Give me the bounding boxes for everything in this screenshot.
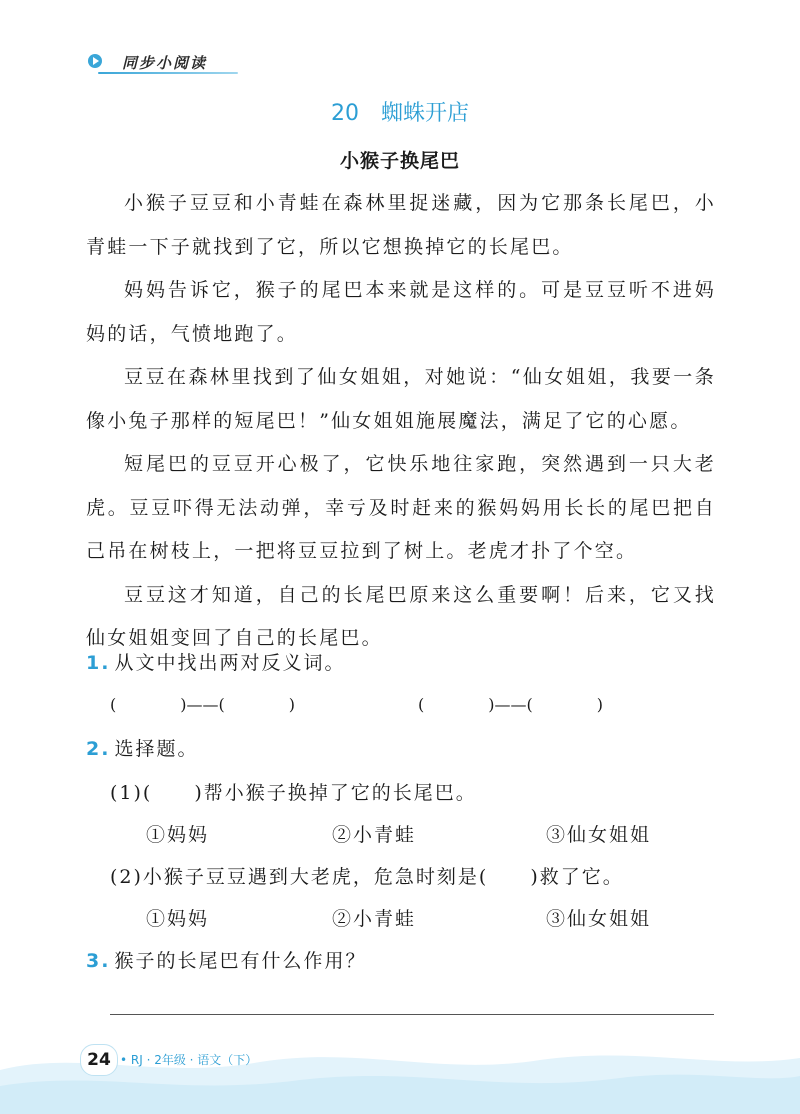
lesson-number: 20 xyxy=(330,101,359,126)
question-number: 3. xyxy=(86,950,111,972)
option-frog[interactable]: ②小青蛙 xyxy=(332,908,417,930)
question-text: 猴子的长尾巴有什么作用？ xyxy=(114,950,367,972)
section-underline xyxy=(98,72,238,74)
question-3 xyxy=(86,946,366,973)
book-meta: • RJ · 2年级 · 语文（下） xyxy=(120,1053,258,1067)
story-body xyxy=(86,182,716,661)
question-2 xyxy=(86,734,198,761)
paragraph: 妈妈告诉它，猴子的尾巴本来就是这样的。可是豆豆听不进妈妈的话，气愤地跑了。 xyxy=(86,279,716,345)
section-tag xyxy=(88,50,238,76)
question-number: 2. xyxy=(86,738,111,760)
option-mother[interactable]: ①妈妈 xyxy=(146,908,210,930)
section-label: 同步小阅读 xyxy=(122,54,208,72)
paragraph: 短尾巴的豆豆开心极了，它快乐地往家跑，突然遇到一只大老虎。豆豆吓得无法动弹，幸亏及时赶来的猴妈妈用长长的尾巴把自己吊在树枝上，一把将豆豆拉到了树上。老虎才扑了个空。 xyxy=(86,453,716,562)
sub-question-2[interactable]: (2)小猴子豆豆遇到大老虎，危急时刻是( )救了它。 xyxy=(110,866,624,888)
antonym-blanks xyxy=(110,692,630,716)
lesson-title xyxy=(0,96,800,127)
question-number: 1. xyxy=(86,652,111,674)
lesson-name: 蜘蛛开店 xyxy=(380,101,469,126)
question-1 xyxy=(86,648,345,675)
option-fairy[interactable]: ③仙女姐姐 xyxy=(546,908,652,930)
antonym-blank-pair-1[interactable]: ( )——( ) xyxy=(110,695,295,714)
option-frog[interactable]: ②小青蛙 xyxy=(332,824,417,846)
sub-question-1[interactable]: (1)( )帮小猴子换掉了它的长尾巴。 xyxy=(110,782,477,804)
antonym-blank-pair-2[interactable]: ( )——( ) xyxy=(418,695,603,714)
answer-line[interactable] xyxy=(110,1014,714,1015)
question-text: 从文中找出两对反义词。 xyxy=(114,652,346,674)
option-fairy[interactable]: ③仙女姐姐 xyxy=(546,824,652,846)
page-number: 24 xyxy=(80,1044,118,1076)
option-mother[interactable]: ①妈妈 xyxy=(146,824,210,846)
paragraph: 小猴子豆豆和小青蛙在森林里捉迷藏，因为它那条长尾巴，小青蛙一下子就找到了它，所以它想换掉它的长尾巴。 xyxy=(86,192,716,258)
paragraph: 豆豆这才知道，自己的长尾巴原来这么重要啊！后来，它又找仙女姐姐变回了自己的长尾巴。 xyxy=(86,583,716,649)
story-title: 小猴子换尾巴 xyxy=(339,150,460,172)
question-text: 选择题。 xyxy=(114,738,199,760)
play-icon xyxy=(88,54,102,68)
paragraph: 豆豆在森林里找到了仙女姐姐，对她说：“仙女姐姐，我要一条像小兔子那样的短尾巴！”仙女姐姐施展魔法，满足了它的心愿。 xyxy=(86,366,716,432)
